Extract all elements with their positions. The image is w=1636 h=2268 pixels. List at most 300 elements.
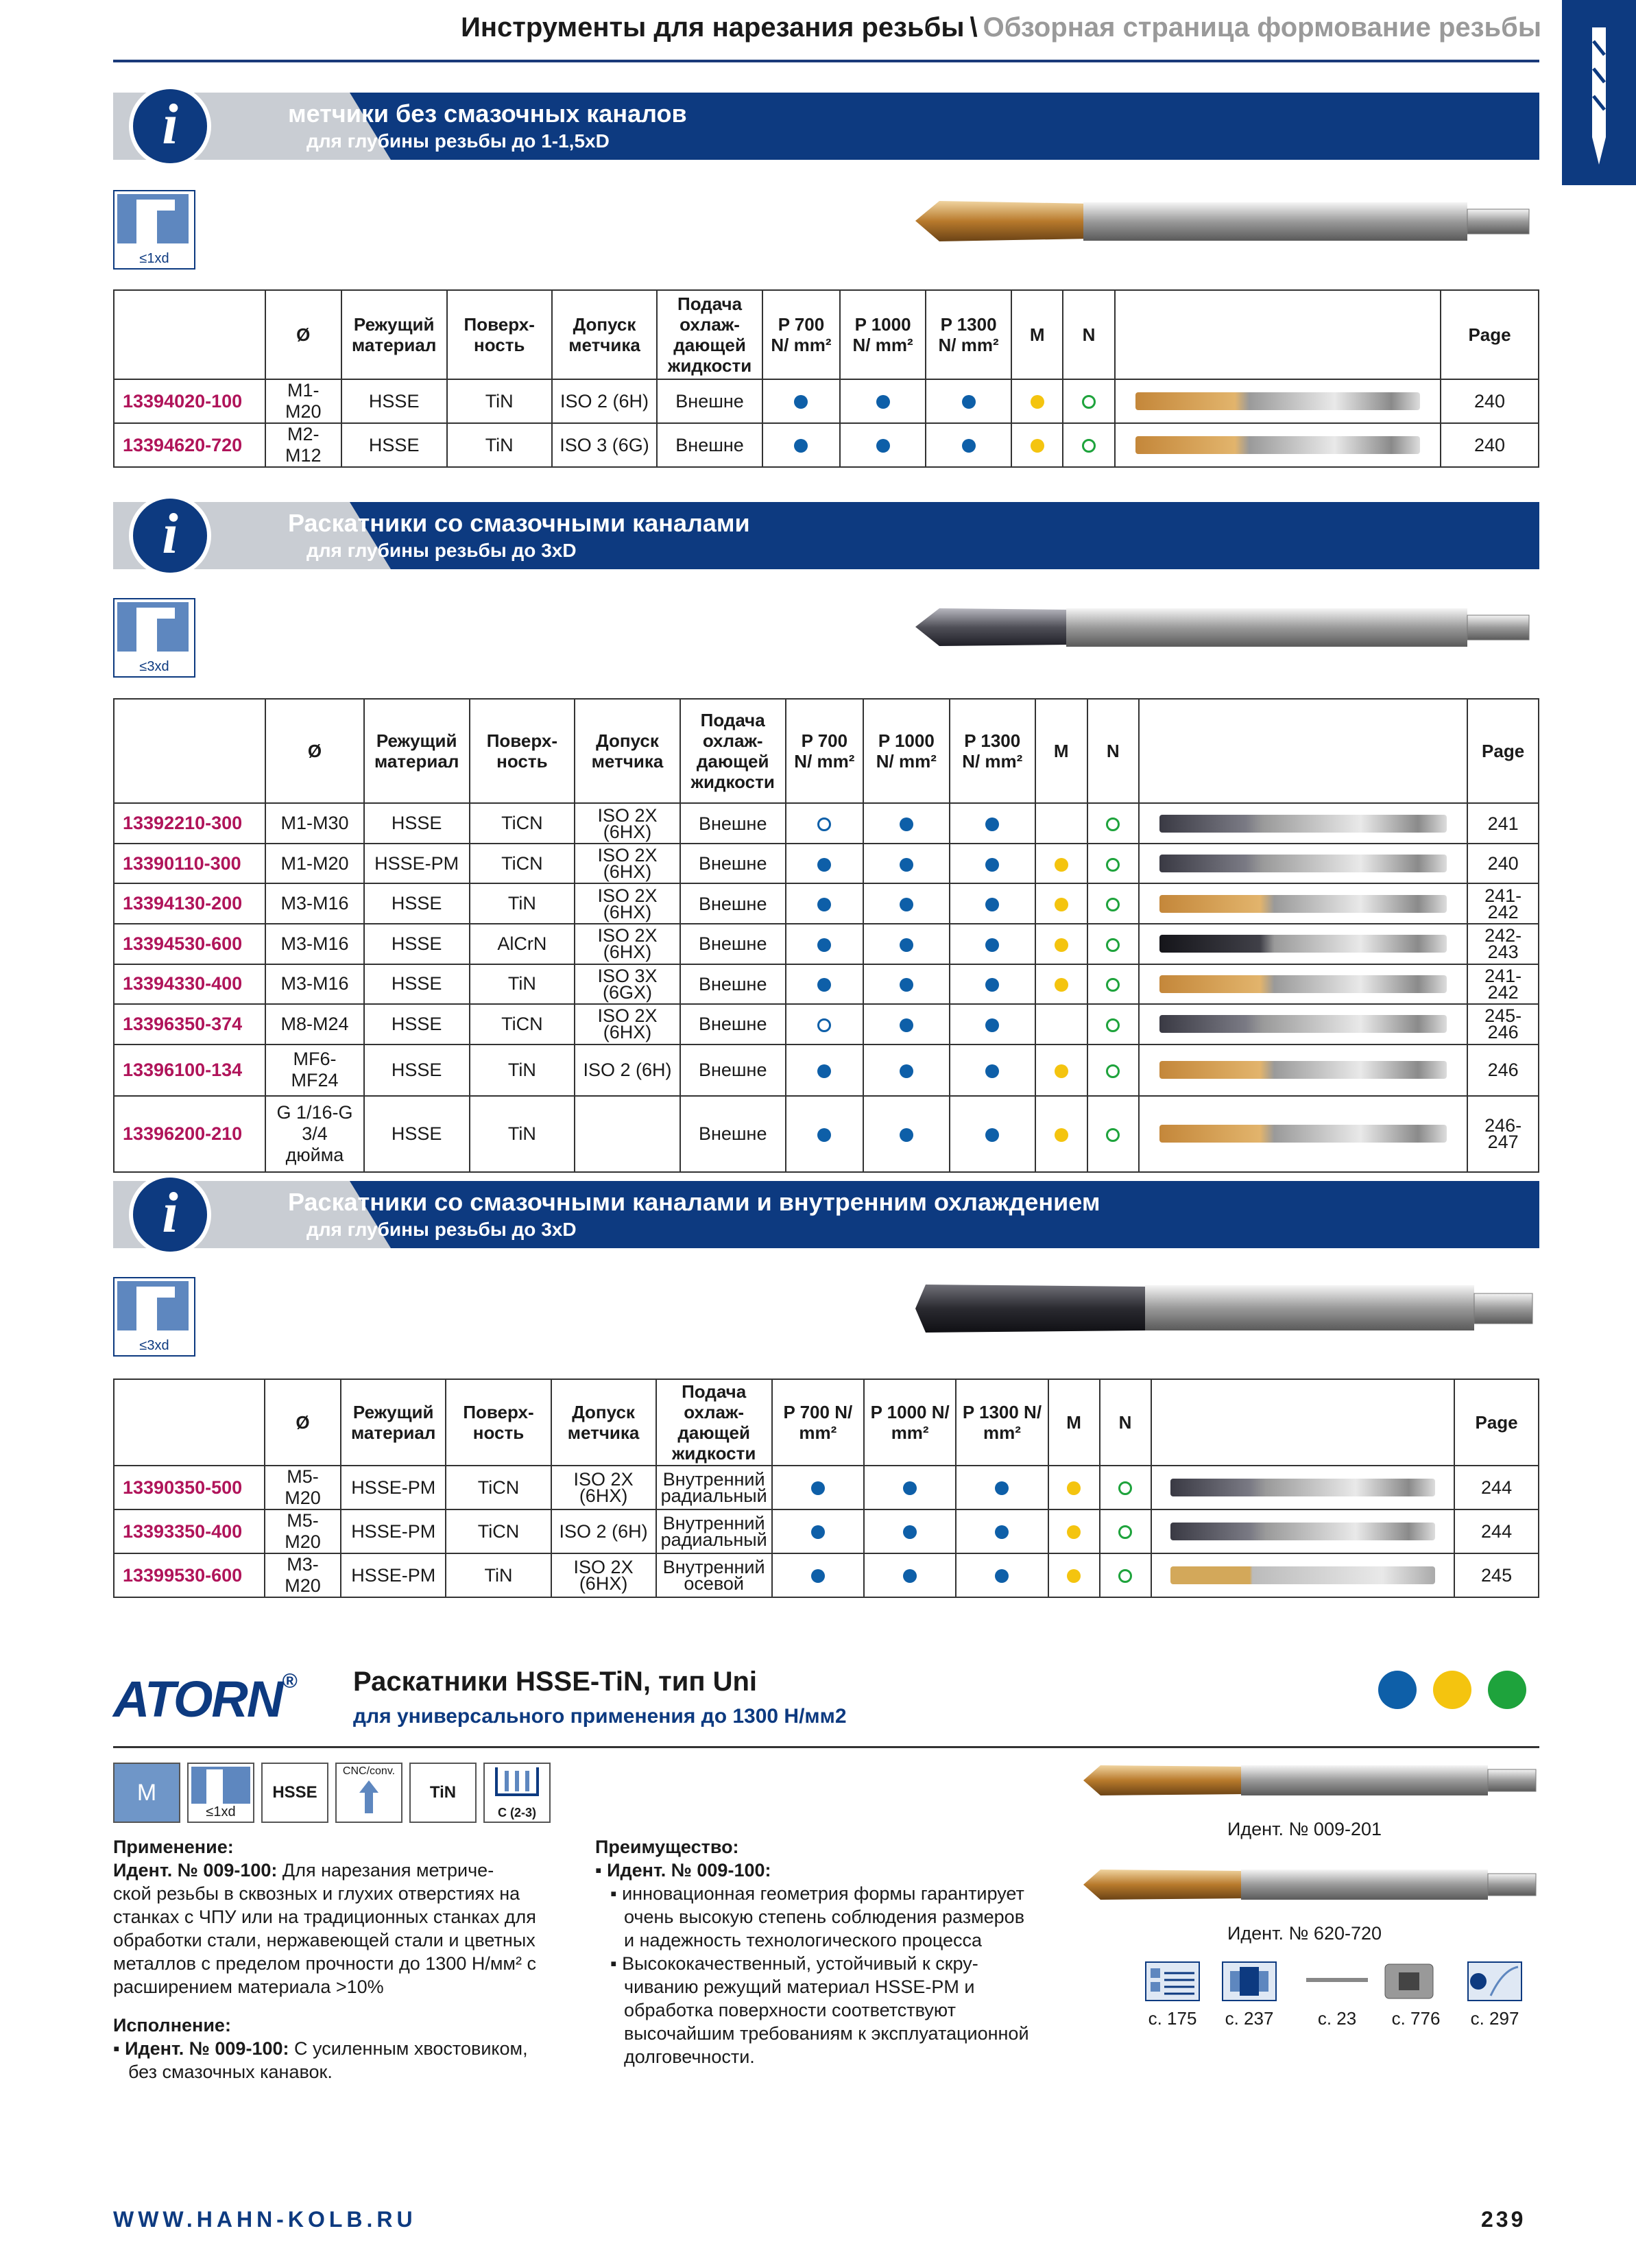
suitability-dot xyxy=(985,1064,999,1078)
suitability-dot xyxy=(985,1128,999,1142)
article-number[interactable]: 13394530-600 xyxy=(114,924,265,964)
p1000-cell xyxy=(864,1553,956,1597)
material-dot-blue xyxy=(1378,1671,1417,1709)
tap-thumbnail-image xyxy=(1170,1479,1435,1496)
m-cell xyxy=(1035,1096,1087,1172)
header-rule xyxy=(113,60,1539,62)
suitability-dot xyxy=(1055,1064,1068,1078)
material-m-icon: M xyxy=(113,1763,180,1823)
diameter-cell: M2-M12 xyxy=(265,423,341,467)
p1000-cell xyxy=(863,924,949,964)
coolant-cell: Внешне xyxy=(680,1045,786,1096)
p1300-cell xyxy=(950,1004,1035,1045)
tap-thumbnail xyxy=(1139,924,1467,964)
table-1-body xyxy=(114,379,1539,467)
tin-coating-icon: TiN xyxy=(409,1763,477,1823)
article-number[interactable]: 13394130-200 xyxy=(114,883,265,924)
article-number[interactable]: 13390350-500 xyxy=(114,1466,265,1509)
hsse-icon: HSSE xyxy=(261,1763,328,1823)
table-row[interactable] xyxy=(114,1466,1539,1509)
article-number[interactable]: 13390110-300 xyxy=(114,844,265,884)
suitability-dot xyxy=(1118,1525,1132,1539)
tolerance-cell: ISO 2 (6H) xyxy=(575,1045,680,1096)
suitability-dot xyxy=(817,978,831,992)
suitability-dot xyxy=(1106,1018,1120,1032)
page-number: 239 xyxy=(1481,2207,1526,2232)
ref-page-label: с. 297 xyxy=(1470,2008,1519,2029)
product-image-009-201 xyxy=(1080,1756,1539,1805)
tolerance-cell: ISO 2 (6H) xyxy=(551,1509,656,1553)
coolant-cell: Внутренний осевой xyxy=(656,1553,772,1597)
coating-cell: TiN xyxy=(470,1096,575,1172)
suitability-dot xyxy=(817,938,831,952)
header-separator: \ xyxy=(970,12,978,43)
m-cell xyxy=(1035,924,1087,964)
suitability-dot xyxy=(1055,898,1068,911)
p1300-cell xyxy=(926,379,1011,423)
page-ref-cell: 240 xyxy=(1441,423,1539,467)
depth-icon: ≤3xd xyxy=(113,1277,195,1357)
n-cell xyxy=(1100,1509,1151,1553)
page-ref-cell: 241 xyxy=(1467,803,1539,844)
article-number[interactable]: 13394330-400 xyxy=(114,964,265,1005)
tolerance-cell: ISO 2X (6HX) xyxy=(551,1553,656,1597)
p1300-cell xyxy=(950,924,1035,964)
m-cell xyxy=(1035,803,1087,844)
p700-cell xyxy=(762,379,840,423)
n-cell xyxy=(1087,844,1140,884)
m-cell xyxy=(1035,1004,1087,1045)
article-number[interactable]: 13394620-720 xyxy=(114,423,265,467)
n-cell xyxy=(1100,1553,1151,1597)
suitability-dot xyxy=(985,978,999,992)
p700-cell xyxy=(786,1045,864,1096)
p1000-cell xyxy=(863,964,949,1005)
tolerance-cell: ISO 2X (6HX) xyxy=(551,1466,656,1509)
depth-icon: ≤3xd xyxy=(113,598,195,678)
suitability-dot xyxy=(985,1018,999,1032)
p700-cell xyxy=(786,1004,864,1045)
product-rule xyxy=(113,1746,1539,1748)
tap-thumbnail-image xyxy=(1159,935,1447,953)
material-cell: HSSE-PM xyxy=(341,1466,446,1509)
suitability-dot xyxy=(900,978,913,992)
ref-chuck-icon[interactable] xyxy=(1378,1960,1440,2003)
material-cell: HSSE-PM xyxy=(341,1553,446,1597)
page-ref-cell: 245-246 xyxy=(1467,1004,1539,1045)
suitability-dot xyxy=(962,439,976,453)
diameter-cell: G 1/16-G 3/4 дюйма xyxy=(265,1096,364,1172)
diameter-cell: M3-M20 xyxy=(265,1553,341,1597)
suitability-dot xyxy=(1031,395,1044,409)
p700-cell xyxy=(772,1553,864,1597)
page-ref-cell: 246-247 xyxy=(1467,1096,1539,1172)
suitability-dot xyxy=(1055,1128,1068,1142)
page-ref-cell: 240 xyxy=(1467,844,1539,884)
article-number[interactable]: 13393350-400 xyxy=(114,1509,265,1553)
diameter-cell: MF6-MF24 xyxy=(265,1045,364,1096)
suitability-dot xyxy=(1082,395,1096,409)
table-row[interactable] xyxy=(114,924,1539,964)
suitability-dot xyxy=(1106,978,1120,992)
table-row[interactable] xyxy=(114,964,1539,1005)
p700-cell xyxy=(786,844,864,884)
n-cell xyxy=(1087,1096,1140,1172)
material-dot-yellow xyxy=(1433,1671,1471,1709)
tap-image-gold xyxy=(912,189,1536,254)
info-icon[interactable]: i xyxy=(129,1173,211,1256)
article-number[interactable]: 13396200-210 xyxy=(114,1096,265,1172)
material-cell: HSSE xyxy=(364,883,470,924)
suitability-dot xyxy=(1106,1064,1120,1078)
tap-thumbnail-image xyxy=(1170,1566,1435,1584)
article-number[interactable]: 13396100-134 xyxy=(114,1045,265,1096)
page-ref-cell: 244 xyxy=(1454,1509,1539,1553)
tap-thumbnail xyxy=(1139,964,1467,1005)
section-banner-2 xyxy=(113,502,1539,569)
table-3-body xyxy=(114,1466,1539,1597)
tap-thumbnail xyxy=(1151,1466,1455,1509)
material-cell: HSSE xyxy=(341,423,447,467)
suitability-dot xyxy=(900,938,913,952)
suitability-dot xyxy=(1067,1481,1081,1495)
suitability-dot xyxy=(1106,858,1120,872)
coolant-cell: Внешне xyxy=(680,803,786,844)
p1300-cell xyxy=(950,844,1035,884)
section-title: Раскатники со смазочными каналами и внутренним охлаждением xyxy=(288,1188,1100,1216)
section-subtitle: для глубины резьбы до 1-1,5xD xyxy=(306,130,610,152)
ref-page-label: с. 23 xyxy=(1317,2008,1357,2029)
suitability-dot xyxy=(817,898,831,911)
tap-thumbnail xyxy=(1139,1096,1467,1172)
suitability-dot xyxy=(995,1525,1009,1539)
tap-thumbnail xyxy=(1151,1509,1455,1553)
tap-image-black xyxy=(912,1274,1536,1343)
p1000-cell xyxy=(840,423,926,467)
suitability-dot xyxy=(1118,1569,1132,1583)
coating-cell: TiCN xyxy=(470,803,575,844)
tap-thumbnail-image xyxy=(1159,855,1447,872)
article-number[interactable]: 13394020-100 xyxy=(114,379,265,423)
p700-cell xyxy=(786,1096,864,1172)
material-dot-green xyxy=(1488,1671,1526,1709)
info-icon[interactable]: i xyxy=(129,85,211,167)
article-number[interactable]: 13399530-600 xyxy=(114,1553,265,1597)
section-title: метчики без смазочных каналов xyxy=(288,99,687,128)
article-number[interactable]: 13396350-374 xyxy=(114,1004,265,1045)
m-cell xyxy=(1011,379,1063,423)
coating-cell: TiN xyxy=(447,379,552,423)
p700-cell xyxy=(786,803,864,844)
suitability-dot xyxy=(962,395,976,409)
tap-image-dark xyxy=(912,595,1536,660)
suitability-dot xyxy=(817,1128,831,1142)
n-cell xyxy=(1087,924,1140,964)
p1000-cell xyxy=(863,844,949,884)
suitability-dot xyxy=(985,817,999,831)
coating-cell: TiCN xyxy=(470,844,575,884)
n-cell xyxy=(1063,423,1114,467)
tolerance-cell xyxy=(575,1096,680,1172)
p700-cell xyxy=(786,883,864,924)
suitability-dot xyxy=(900,1128,913,1142)
n-cell xyxy=(1087,883,1140,924)
suitability-dot xyxy=(876,439,890,453)
diameter-cell: M3-M16 xyxy=(265,964,364,1005)
suitability-dot xyxy=(1055,858,1068,872)
coolant-cell: Внутренний радиальный xyxy=(656,1509,772,1553)
table-row[interactable] xyxy=(114,1096,1539,1172)
suitability-dot xyxy=(817,817,831,831)
n-cell xyxy=(1087,964,1140,1005)
section-subtitle: для глубины резьбы до 3xD xyxy=(306,1219,577,1240)
suitability-dot xyxy=(985,858,999,872)
cnc-conv-icon: CNC/conv. xyxy=(335,1763,402,1823)
drill-tab-icon[interactable] xyxy=(1562,0,1636,185)
ident-label-1: Идент. № 009-201 xyxy=(1227,1819,1382,1839)
tap-thumbnail-image xyxy=(1159,1125,1447,1143)
page-ref-cell: 241-242 xyxy=(1467,883,1539,924)
m-cell xyxy=(1048,1466,1100,1509)
material-cell: HSSE xyxy=(341,379,447,423)
p700-cell xyxy=(786,924,864,964)
material-cell: HSSE-PM xyxy=(364,844,470,884)
tolerance-cell: ISO 2X (6HX) xyxy=(575,924,680,964)
p1000-cell xyxy=(863,1004,949,1045)
p1000-cell xyxy=(864,1509,956,1553)
coolant-cell: Внешне xyxy=(680,1096,786,1172)
ref-holder-icon[interactable] xyxy=(1222,1961,1277,2001)
ref-info-icon[interactable] xyxy=(1467,1961,1522,2001)
material-cell: HSSE xyxy=(364,803,470,844)
tap-thumbnail-image xyxy=(1159,815,1447,833)
p1000-cell xyxy=(840,379,926,423)
tap-thumbnail xyxy=(1151,1553,1455,1597)
tap-thumbnail-image xyxy=(1159,975,1447,993)
m-cell xyxy=(1035,844,1087,884)
suitability-dot xyxy=(794,439,808,453)
chamfer-icon: C (2-3) xyxy=(483,1763,551,1823)
diameter-cell: M5-M20 xyxy=(265,1509,341,1553)
coating-cell: TiCN xyxy=(446,1509,551,1553)
diameter-cell: M5-M20 xyxy=(265,1466,341,1509)
table-row[interactable] xyxy=(114,1045,1539,1096)
p1000-cell xyxy=(863,883,949,924)
coating-cell: TiCN xyxy=(470,1004,575,1045)
product-subtitle: для универсального применения до 1300 Н/мм2 xyxy=(353,1705,847,1728)
p700-cell xyxy=(772,1466,864,1509)
suitability-dot xyxy=(903,1569,917,1583)
tolerance-cell: ISO 3 (6G) xyxy=(552,423,657,467)
tap-thumbnail xyxy=(1139,803,1467,844)
m-cell xyxy=(1035,964,1087,1005)
coolant-cell: Внешне xyxy=(680,924,786,964)
diameter-cell: M1-M20 xyxy=(265,379,341,423)
table-row[interactable] xyxy=(114,423,1539,467)
info-icon[interactable]: i xyxy=(129,494,211,577)
material-cell: HSSE xyxy=(364,964,470,1005)
p700-cell xyxy=(786,964,864,1005)
ref-page-label: с. 237 xyxy=(1225,2008,1274,2029)
table-row[interactable] xyxy=(114,844,1539,884)
tap-thumbnail-image xyxy=(1159,1015,1447,1033)
suitability-dot xyxy=(811,1569,825,1583)
table-row[interactable] xyxy=(114,1553,1539,1597)
product-image-620-720 xyxy=(1080,1860,1539,1909)
table-2: Ø Режущий материал Поверх-ность Допуск метчика Подача охлаж-дающей жидкости P 700 N/ mm² P 1000 N/ mm² P 1300 N/ mm² M N Page 13392210-300 M1-M30 HSSE TiCN ISO 2X (6HX) Внешне 241 13390110-300 M1-M20 HSSE-PM TiCN ISO 2X (6HX) Внешне 240 13394130-200 M3-M16 HSSE TiN ISO 2X (6HX) Внешне 241-242 13394530-600 M3-M16 HSSE AlCrN ISO 2X (6HX) Внешне 242-243 13394330-400 M3-M16 HSSE TiN ISO 3X (6GX) Внешне 241-242 13396350-374 M8-M24 HSSE TiCN ISO 2X (6HX) Внешне 245-246 13396100-134 MF6-MF24 HSSE TiN ISO 2 (6H) Внешне 246 13396200-210 G 1/16-G 3/4 дюйма HSSE TiN Внешне 246-247 xyxy=(113,698,1539,1173)
tap-thumbnail-image xyxy=(1135,392,1420,410)
footer-url[interactable]: WWW.HAHN-KOLB.RU xyxy=(113,2207,417,2232)
material-cell: HSSE xyxy=(364,1004,470,1045)
table-1: Ø Режущий материал Поверх-ность Допуск метчика Подача охлаж-дающей жидкости P 700 N/ mm² P 1000 N/ mm² P 1300 N/ mm² M N Page 13394020-100 M1-M20 HSSE TiN ISO 2 (6H) Внешне 240 13394620-720 M2-M12 HSSE TiN ISO 3 (6G) Внешне 240 xyxy=(113,289,1539,468)
suitability-dot xyxy=(900,858,913,872)
m-cell xyxy=(1011,423,1063,467)
tap-thumbnail xyxy=(1115,379,1441,423)
p1000-cell xyxy=(863,1045,949,1096)
suitability-dot xyxy=(995,1481,1009,1495)
n-cell xyxy=(1100,1466,1151,1509)
page-ref-cell: 244 xyxy=(1454,1466,1539,1509)
ref-tap-icon[interactable] xyxy=(1306,1967,1368,1994)
page-ref-cell: 240 xyxy=(1441,379,1539,423)
suitability-dot xyxy=(900,1018,913,1032)
suitability-dot xyxy=(1106,938,1120,952)
m-cell xyxy=(1048,1509,1100,1553)
tolerance-cell: ISO 3X (6GX) xyxy=(575,964,680,1005)
suitability-dot xyxy=(817,1018,831,1032)
depth-icon: ≤1xd xyxy=(187,1763,254,1823)
tap-thumbnail xyxy=(1115,423,1441,467)
m-cell xyxy=(1035,1045,1087,1096)
table-row[interactable] xyxy=(114,803,1539,844)
diameter-cell: M1-M20 xyxy=(265,844,364,884)
coating-cell: TiN xyxy=(470,1045,575,1096)
coating-cell: TiN xyxy=(446,1553,551,1597)
p1300-cell xyxy=(956,1553,1048,1597)
section-title: Раскатники со смазочными каналами xyxy=(288,509,750,537)
m-cell xyxy=(1048,1553,1100,1597)
material-cell: HSSE-PM xyxy=(341,1509,446,1553)
coolant-cell: Внешне xyxy=(680,844,786,884)
section-banner-3 xyxy=(113,1181,1539,1248)
suitability-dot xyxy=(1055,978,1068,992)
suitability-dot xyxy=(1067,1569,1081,1583)
suitability-dot xyxy=(811,1525,825,1539)
coolant-cell: Внешне xyxy=(680,964,786,1005)
coating-cell: TiN xyxy=(447,423,552,467)
coolant-cell: Внешне xyxy=(680,883,786,924)
material-cell: HSSE xyxy=(364,924,470,964)
ident-label-2: Идент. № 620-720 xyxy=(1227,1923,1382,1944)
table-row[interactable] xyxy=(114,1509,1539,1553)
p1000-cell xyxy=(864,1466,956,1509)
suitability-dot xyxy=(900,817,913,831)
product-title: Раскатники HSSE-TiN, тип Uni xyxy=(353,1667,758,1697)
suitability-dot xyxy=(817,1064,831,1078)
tolerance-cell: ISO 2X (6HX) xyxy=(575,844,680,884)
p1000-cell xyxy=(863,1096,949,1172)
suitability-dot xyxy=(1067,1525,1081,1539)
table-row[interactable] xyxy=(114,883,1539,924)
suitability-dot xyxy=(811,1481,825,1495)
coolant-cell: Внутренний радиальный xyxy=(656,1466,772,1509)
tap-thumbnail-image xyxy=(1170,1523,1435,1540)
page-ref-cell: 241-242 xyxy=(1467,964,1539,1005)
diameter-cell: M3-M16 xyxy=(265,924,364,964)
table-row[interactable] xyxy=(114,379,1539,423)
header-subcategory: Обзорная страница формование резьбы xyxy=(983,12,1541,43)
coating-cell: TiN xyxy=(470,964,575,1005)
tap-thumbnail xyxy=(1139,844,1467,884)
advantage-block: Преимущество: ▪ Идент. № 009-100: ▪ инновационная геометрия формы гарантирует очень высокую степень соблюдения размеров и надежность технологического процесса ▪ Высококачественный, устойчивый к скру- чиванию режущий материал HSSE-PM и обработка поверхности соответствуют высочайшим требованиям к эксплуатационной долговечности. xyxy=(595,1837,1029,2067)
coating-cell: TiCN xyxy=(446,1466,551,1509)
section-banner-1 xyxy=(113,93,1539,160)
tap-thumbnail xyxy=(1139,1004,1467,1045)
article-number[interactable]: 13392210-300 xyxy=(114,803,265,844)
suitability-dot xyxy=(1118,1481,1132,1495)
suitability-dot xyxy=(1055,938,1068,952)
ref-page-label: с. 175 xyxy=(1148,2008,1197,2029)
p1000-cell xyxy=(863,803,949,844)
p1300-cell xyxy=(950,1045,1035,1096)
coolant-cell: Внешне xyxy=(657,423,762,467)
tolerance-cell: ISO 2X (6HX) xyxy=(575,1004,680,1045)
tap-thumbnail-image xyxy=(1135,436,1420,454)
n-cell xyxy=(1087,1045,1140,1096)
diameter-cell: M1-M30 xyxy=(265,803,364,844)
tap-thumbnail xyxy=(1139,883,1467,924)
p1300-cell xyxy=(950,964,1035,1005)
coolant-cell: Внешне xyxy=(657,379,762,423)
suitability-dot xyxy=(995,1569,1009,1583)
header-category: Инструменты для нарезания резьбы xyxy=(461,12,965,43)
p700-cell xyxy=(762,423,840,467)
p1300-cell xyxy=(950,803,1035,844)
suitability-dot xyxy=(817,858,831,872)
material-cell: HSSE xyxy=(364,1045,470,1096)
table-2-body xyxy=(114,803,1539,1172)
p1300-cell xyxy=(926,423,1011,467)
suitability-dot xyxy=(876,395,890,409)
material-cell: HSSE xyxy=(364,1096,470,1172)
section-subtitle: для глубины резьбы до 3xD xyxy=(306,540,577,561)
page-header xyxy=(0,12,1541,43)
ref-table-icon[interactable] xyxy=(1145,1961,1200,2001)
suitability-dot xyxy=(903,1525,917,1539)
diameter-cell: M3-M16 xyxy=(265,883,364,924)
suitability-dot xyxy=(985,898,999,911)
m-cell xyxy=(1035,883,1087,924)
tolerance-cell: ISO 2X (6HX) xyxy=(575,803,680,844)
ref-page-label: с. 776 xyxy=(1391,2008,1441,2029)
table-row[interactable] xyxy=(114,1004,1539,1045)
suitability-dot xyxy=(1082,439,1096,453)
suitability-dot xyxy=(900,898,913,911)
n-cell xyxy=(1087,803,1140,844)
coolant-cell: Внешне xyxy=(680,1004,786,1045)
application-block: Применение: Идент. № 009-100: Для нарезания метриче- ской резьбы в сквозных и глухих отверстиях на станках с ЧПУ или на традиционных станках для обработки стали, нержавеющей стали и цветных металлов с пределом прочности до 1300 Н/мм² с расширением материала >10% Исполнение: ▪ Идент. № 009-100: С усиленным хвостовиком, без смазочных канавок. xyxy=(113,1837,536,2082)
p700-cell xyxy=(772,1509,864,1553)
suitability-dot xyxy=(1031,439,1044,453)
tolerance-cell: ISO 2 (6H) xyxy=(552,379,657,423)
coating-cell: AlCrN xyxy=(470,924,575,964)
suitability-dot xyxy=(1106,817,1120,831)
tap-thumbnail-image xyxy=(1159,895,1447,913)
p1300-cell xyxy=(956,1509,1048,1553)
coating-cell: TiN xyxy=(470,883,575,924)
suitability-dot xyxy=(985,938,999,952)
p1300-cell xyxy=(956,1466,1048,1509)
